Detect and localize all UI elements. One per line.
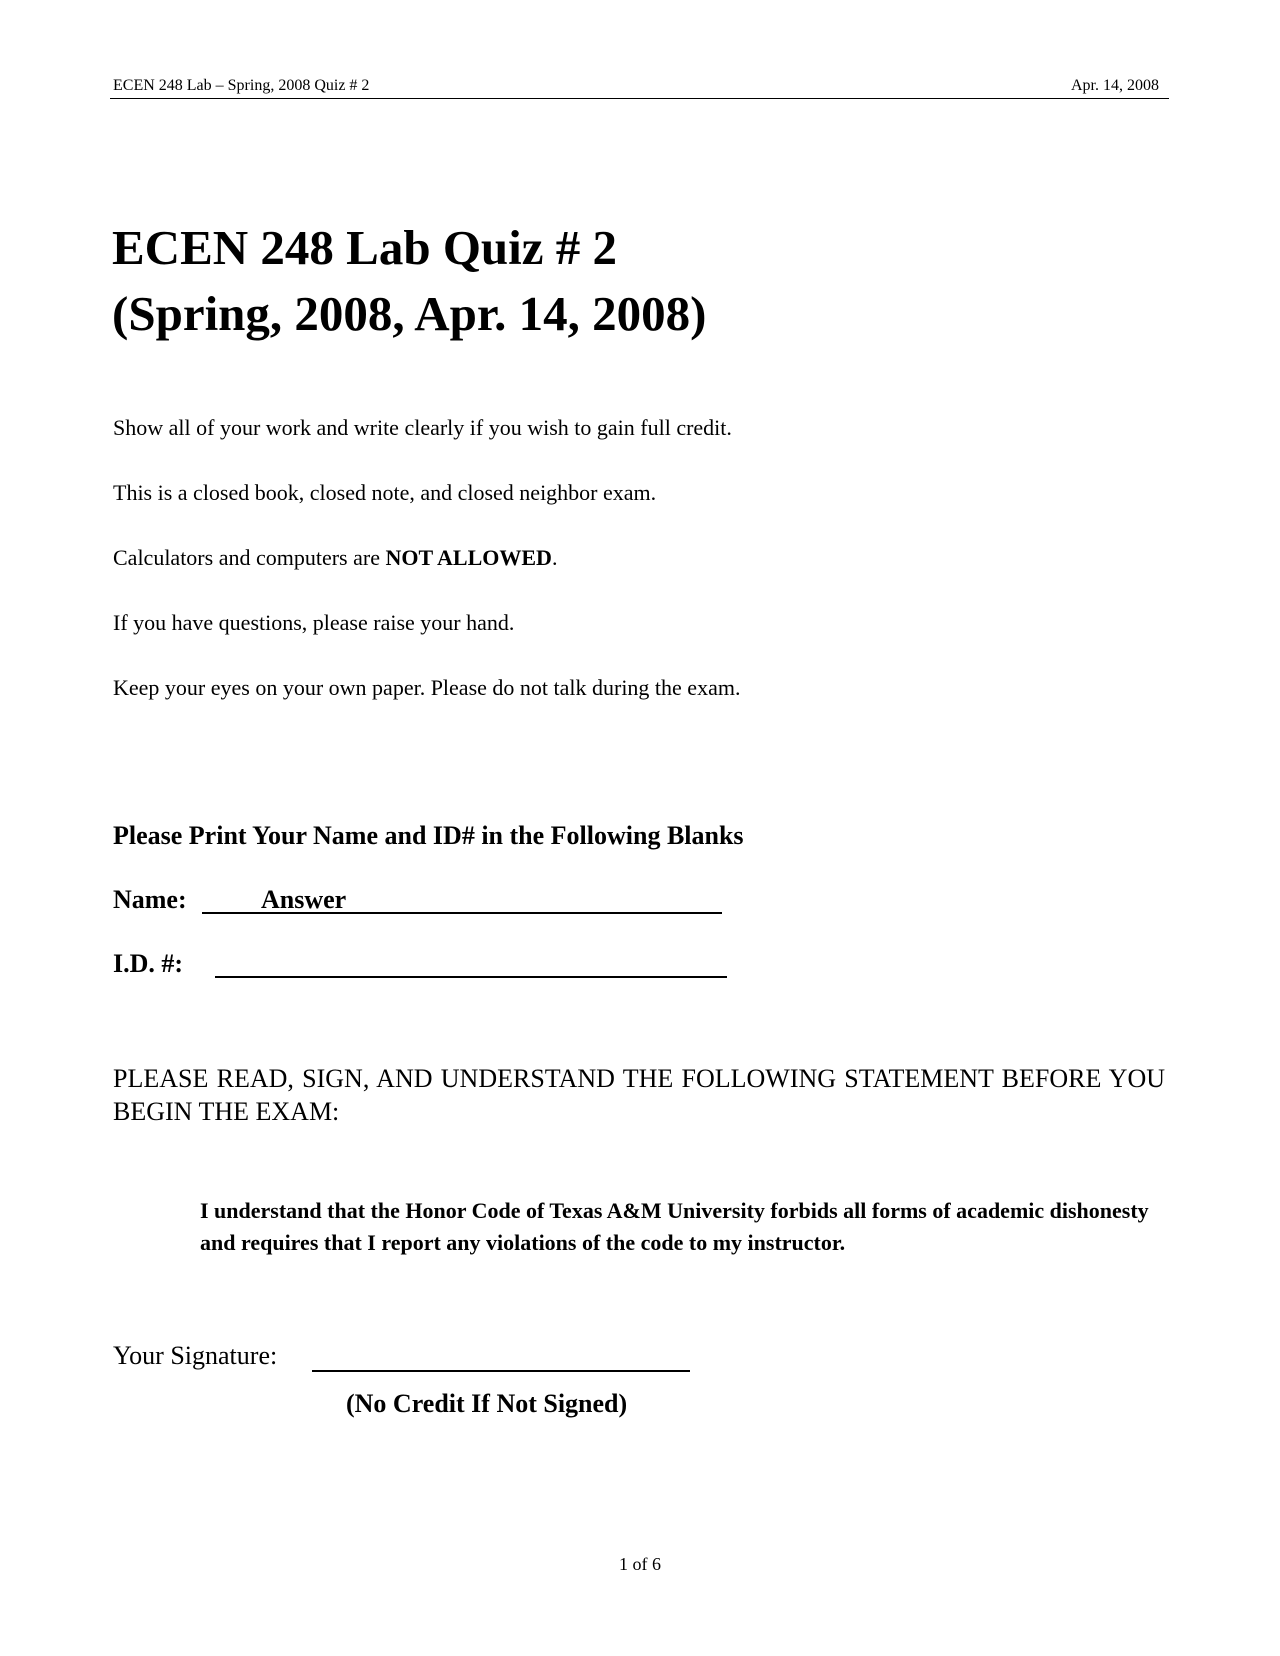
instruction-calculators xyxy=(113,544,557,572)
running-header-date: Apr. 14, 2008 xyxy=(1071,77,1159,94)
quiz-title: ECEN 248 Lab Quiz # 2 xyxy=(112,220,618,275)
instruction-calculators-prefix: Calculators and computers are xyxy=(113,545,386,570)
signature-label: Your Signature: xyxy=(113,1341,278,1370)
header-divider xyxy=(110,98,1169,99)
statement-prompt: PLEASE READ, SIGN, AND UNDERSTAND THE FOLLOWING STATEMENT BEFORE YOU BEGIN THE EXAM: xyxy=(113,1064,1165,1126)
id-field[interactable] xyxy=(215,942,727,978)
signature-field[interactable] xyxy=(312,1336,690,1372)
honor-code-statement: I understand that the Honor Code of Texas A&M University forbids all forms of academic dishonesty and requires that I report any violations of the code to my instructor. xyxy=(200,1198,1149,1255)
name-id-heading: Please Print Your Name and ID# in the Following Blanks xyxy=(113,821,744,850)
running-header-left: ECEN 248 Lab – Spring, 2008 Quiz # 2 xyxy=(113,77,370,94)
quiz-subtitle: (Spring, 2008, Apr. 14, 2008) xyxy=(112,286,707,341)
name-label: Name: xyxy=(113,885,187,914)
page-number: 1 of 6 xyxy=(619,1554,661,1574)
instruction-closed-book: This is a closed book, closed note, and closed neighbor exam. xyxy=(113,480,657,505)
id-label: I.D. #: xyxy=(113,949,184,978)
name-field-value: Answer xyxy=(261,885,347,914)
instruction-show-work: Show all of your work and write clearly if you wish to gain full credit. xyxy=(113,415,732,440)
instruction-calculators-emphasis: NOT ALLOWED xyxy=(385,545,552,570)
instruction-calculators-suffix: . xyxy=(551,545,558,570)
instruction-no-talking: Keep your eyes on your own paper. Please do not talk during the exam. xyxy=(113,675,741,700)
signature-note: (No Credit If Not Signed) xyxy=(346,1389,628,1418)
instruction-questions: If you have questions, please raise your hand. xyxy=(113,610,515,635)
